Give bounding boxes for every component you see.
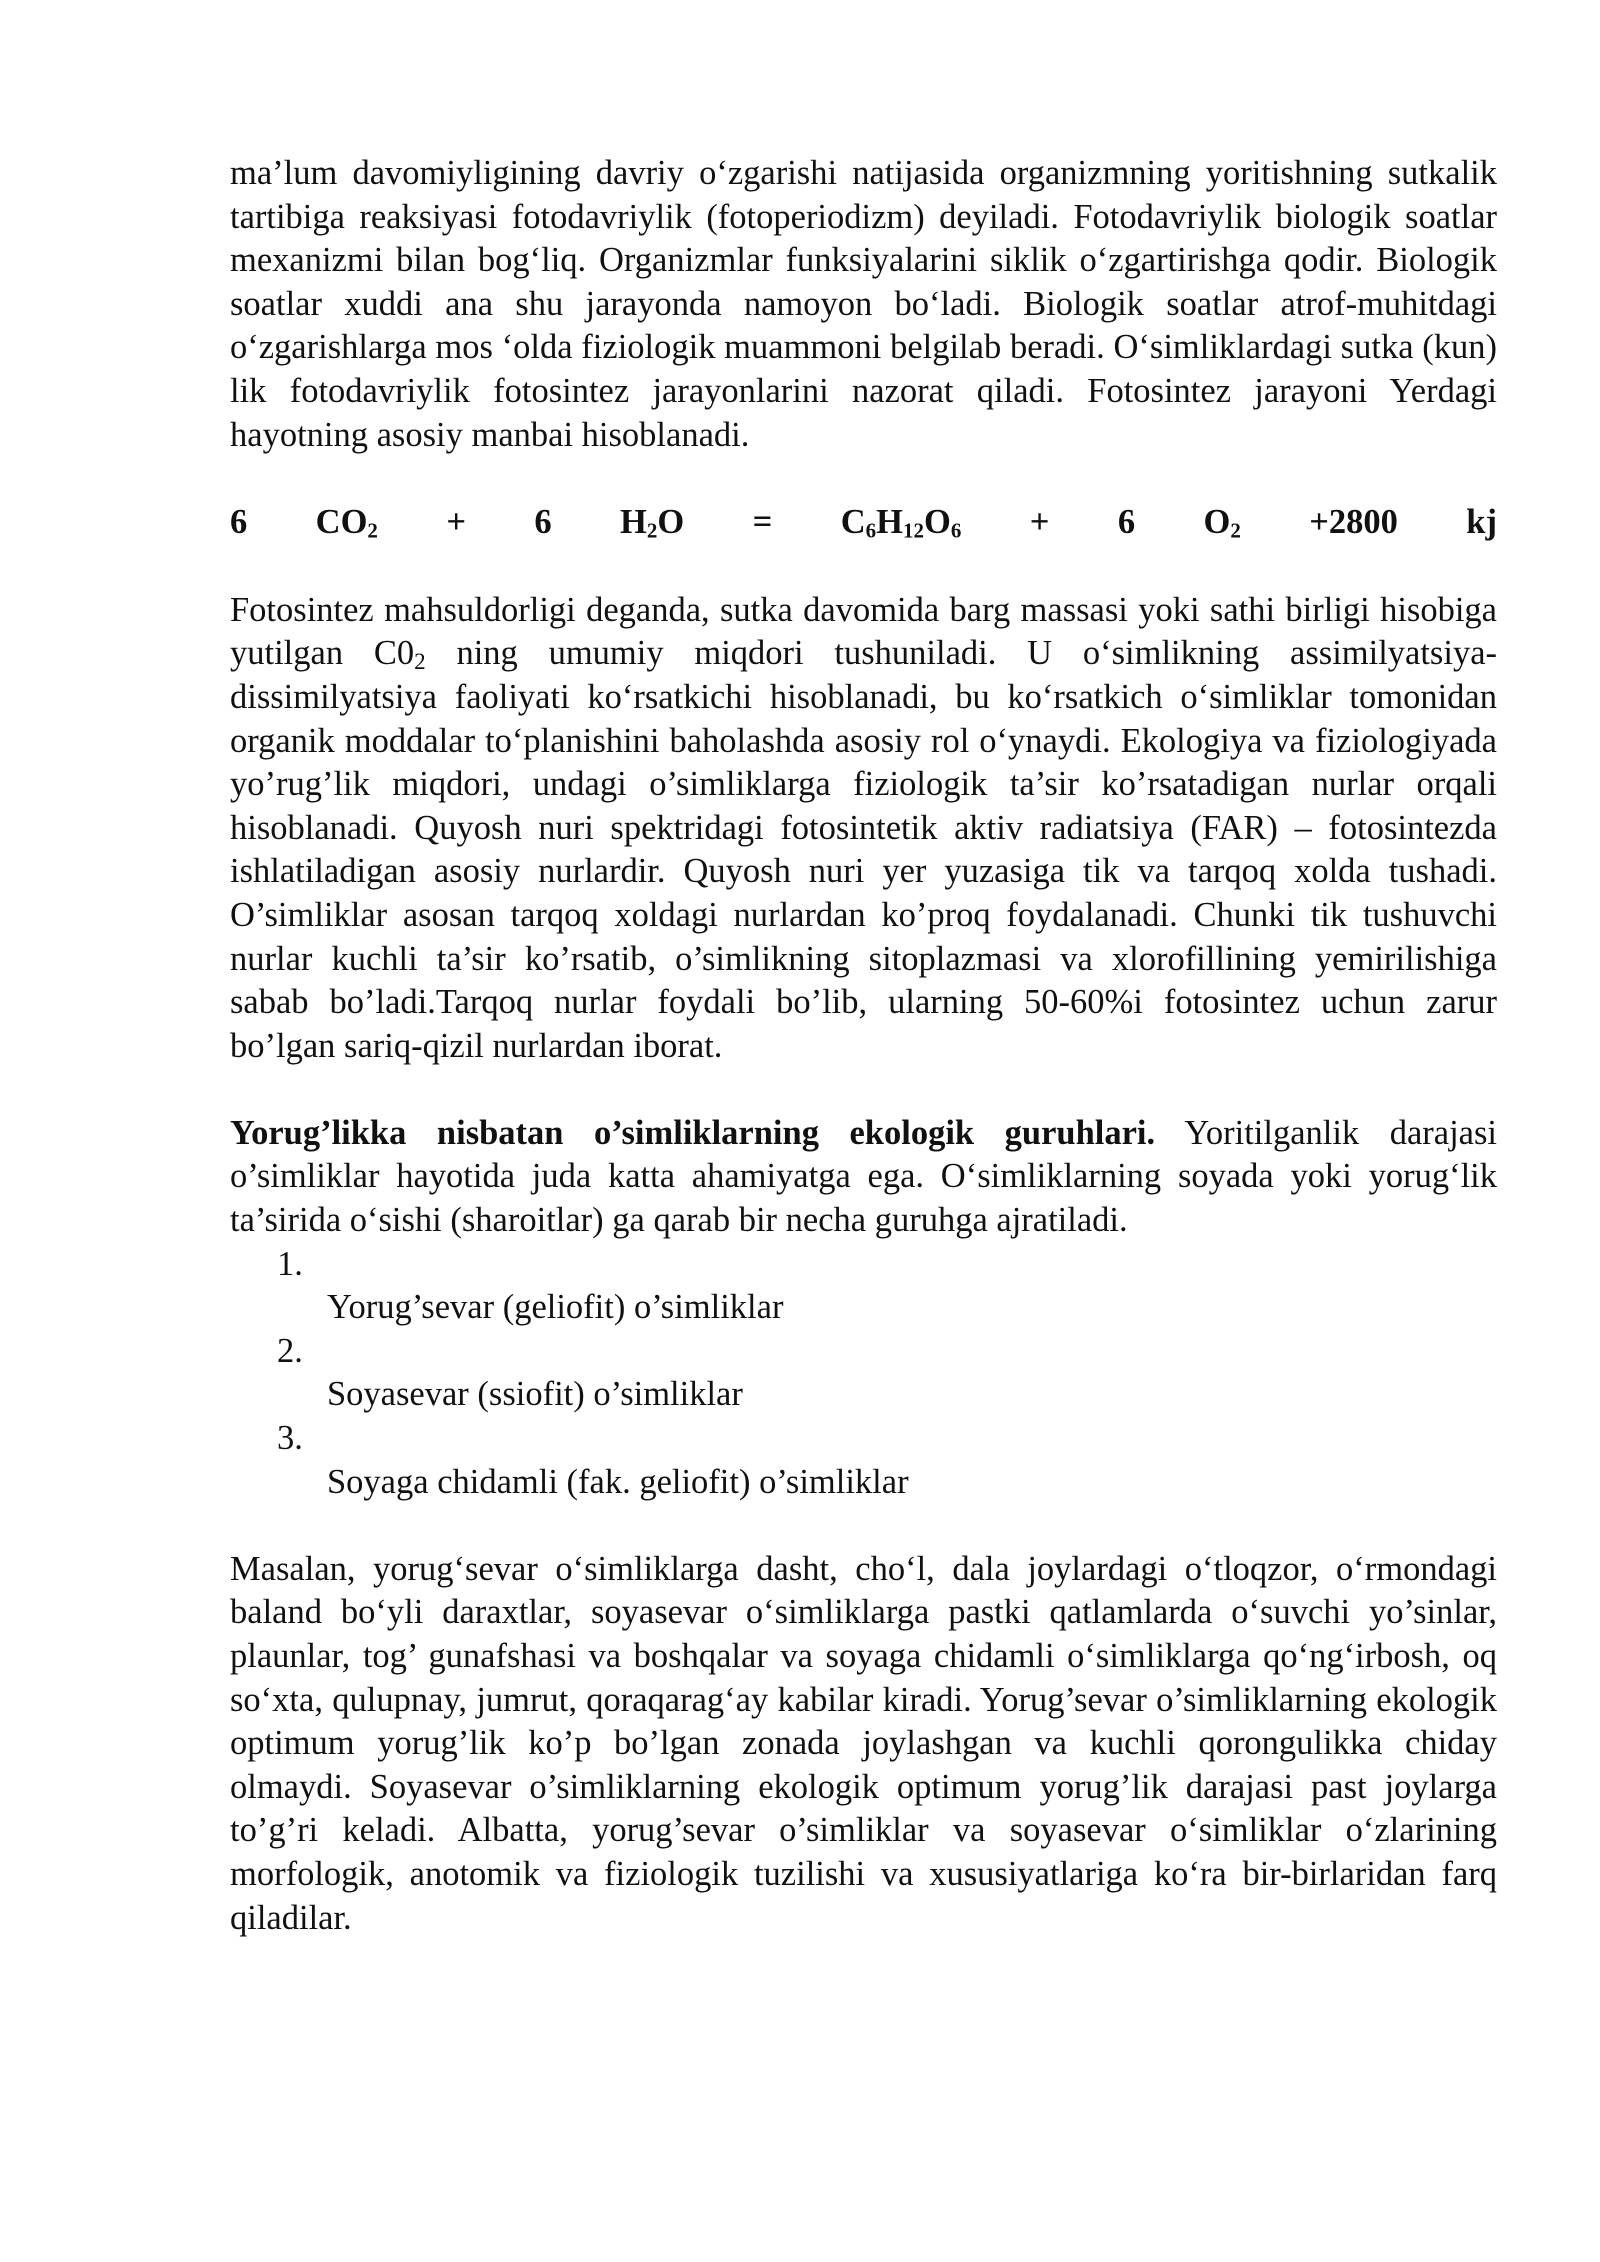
list-item [230, 1417, 1497, 1504]
eq-term-o2: $O_2$ [1203, 503, 1241, 543]
paragraph-ecological-groups: Yorug’likka nisbatan o’simliklarning ekologik guruhlari. Yoritilganlik darajasi o’simliklar hayotida juda katta ahamiyatga ega. O‘simliklarning soyada yoki yorug‘lik ta’sirida o‘sishi (sharoitlar) ga qarab bir necha guruhga ajratiladi. [230, 1113, 1497, 1240]
eq-term-6: 6 [230, 503, 248, 542]
ecological-groups-list [230, 1243, 1497, 1505]
paragraph-photoperiodism: ma’lum davomiyligining davriy o‘zgarishi natijasida organizmning yoritishning sutkalik tartibiga reaksiyasi fotodavriylik (fotoperiodizm) deyiladi. Fotodavriylik biologik soatlar mexanizmi bilan bog‘liq. Organizmlar funksiyalarini siklik o‘zgartirishga qodir. Biologik soatlar xuddi ana shu jarayonda namoyon bo‘ladi. Biologik soatlar atrof-muhitdagi o‘zgarishlarga mos ‘olda fiziologik muammoni belgilab beradi. O‘simliklardagi sutka (kun) lik fotodavriylik fotosintez jarayonlarini nazorat qiladi. Fotosintez jarayoni Yerdagi hayotning asosiy manbai hisoblanadi. [230, 154, 1497, 454]
list-item-text: Soyaga chidamli (fak. geliofit) o’simliklar [327, 1462, 909, 1501]
paragraph-photosynthesis-productivity: Fotosintez mahsuldorligi deganda, sutka davomida barg massasi yoki sathi birligi hisobiga yutilgan $C0_2$ ning umumiy miqdori tushuniladi. U o‘simlikning assimilyatsiya-dissimilyatsiya faoliyati ko‘rsatkichi hisoblanadi, bu ko‘rsatkich o‘simliklar tomonidan organik moddalar to‘planishini baholashda asosiy rol o‘ynaydi. Ekologiya va fiziologiyada yo’rug’lik miqdori, undagi o’simliklarga fiziologik ta’sir ko’rsatadigan nurlar orqali hisoblanadi. Quyosh nuri spektridagi fotosintetik aktiv radiatsiya (FAR) – fotosintezda ishlatiladigan asosiy nurlardir. Quyosh nuri yer yuzasiga tik va tarqoq xolda tushadi. O’simliklar asosan tarqoq xoldagi nurlardan ko’proq foydalanadi. Chunki tik tushuvchi nurlar kuchli ta’sir ko’rsatib, o’simlikning sitoplazmasi va xlorofillining yemirilishiga sabab bo’ladi.Tarqoq nurlar foydali bo’lib, ularning 50-60%i fotosintez uchun zarur bo’lgan sariq-qizil nurlardan iborat. [230, 590, 1497, 1065]
list-number: 3. [277, 1419, 303, 1458]
eq-unit: kj [1466, 503, 1497, 542]
list-item [230, 1330, 1497, 1417]
eq-term-h2o: $H_2O$ [620, 503, 685, 543]
list-item [230, 1243, 1497, 1330]
eq-plus: + [1029, 503, 1050, 542]
eq-term-6: 6 [534, 503, 552, 542]
list-number: 2. [277, 1331, 303, 1370]
eq-plus: + [446, 503, 466, 542]
list-item-text: Yorug’sevar (geliofit) o’simliklar [327, 1288, 784, 1327]
paragraph-examples: Masalan, yorug‘sevar o‘simliklarga dasht, cho‘l, dala joylardagi o‘tloqzor, o‘rmondagi baland bo‘yli daraxtlar, soyasevar o‘simliklarga pastki qatlamlarda o‘suvchi yo’sinlar, plaunlar, tog’ gunafshasi va boshqalar va soyaga chidamli o‘simliklarga qo‘ng‘irbosh, oq so‘xta, qulupnay, jumrut, qoraqarag‘ay kabilar kiradi. Yorug’sevar o’simliklarning ekologik optimum yorug’lik ko’p bo’lgan zonada joylashgan va kuchli qorongulikka chiday olmaydi. Soyasevar o’simliklarning ekologik optimum yorug’lik darajasi past joylarga to’g’ri keladi. Albatta, yorug’sevar o’simliklar va soyasevar o‘simliklar o‘zlarining morfologik, anotomik va fiziologik tuzilishi va xususiyatlariga ko‘ra bir-birlaridan farq qiladilar. [230, 1549, 1497, 1937]
eq-term-6: 6 [1117, 503, 1136, 542]
section-heading: Yorug’likka nisbatan o’simliklarning ekologik guruhlari. [230, 1113, 1156, 1152]
eq-term-glucose: $C_6H_{12}O_6$ [840, 503, 962, 543]
eq-equals: = [752, 503, 773, 542]
list-number: 1. [277, 1244, 303, 1283]
eq-energy: +2800 [1309, 503, 1398, 542]
photosynthesis-equation [230, 501, 1497, 545]
list-item-text: Soyasevar (ssiofit) o’simliklar [327, 1375, 743, 1414]
eq-term-co2: $CO_2$ [315, 503, 378, 543]
